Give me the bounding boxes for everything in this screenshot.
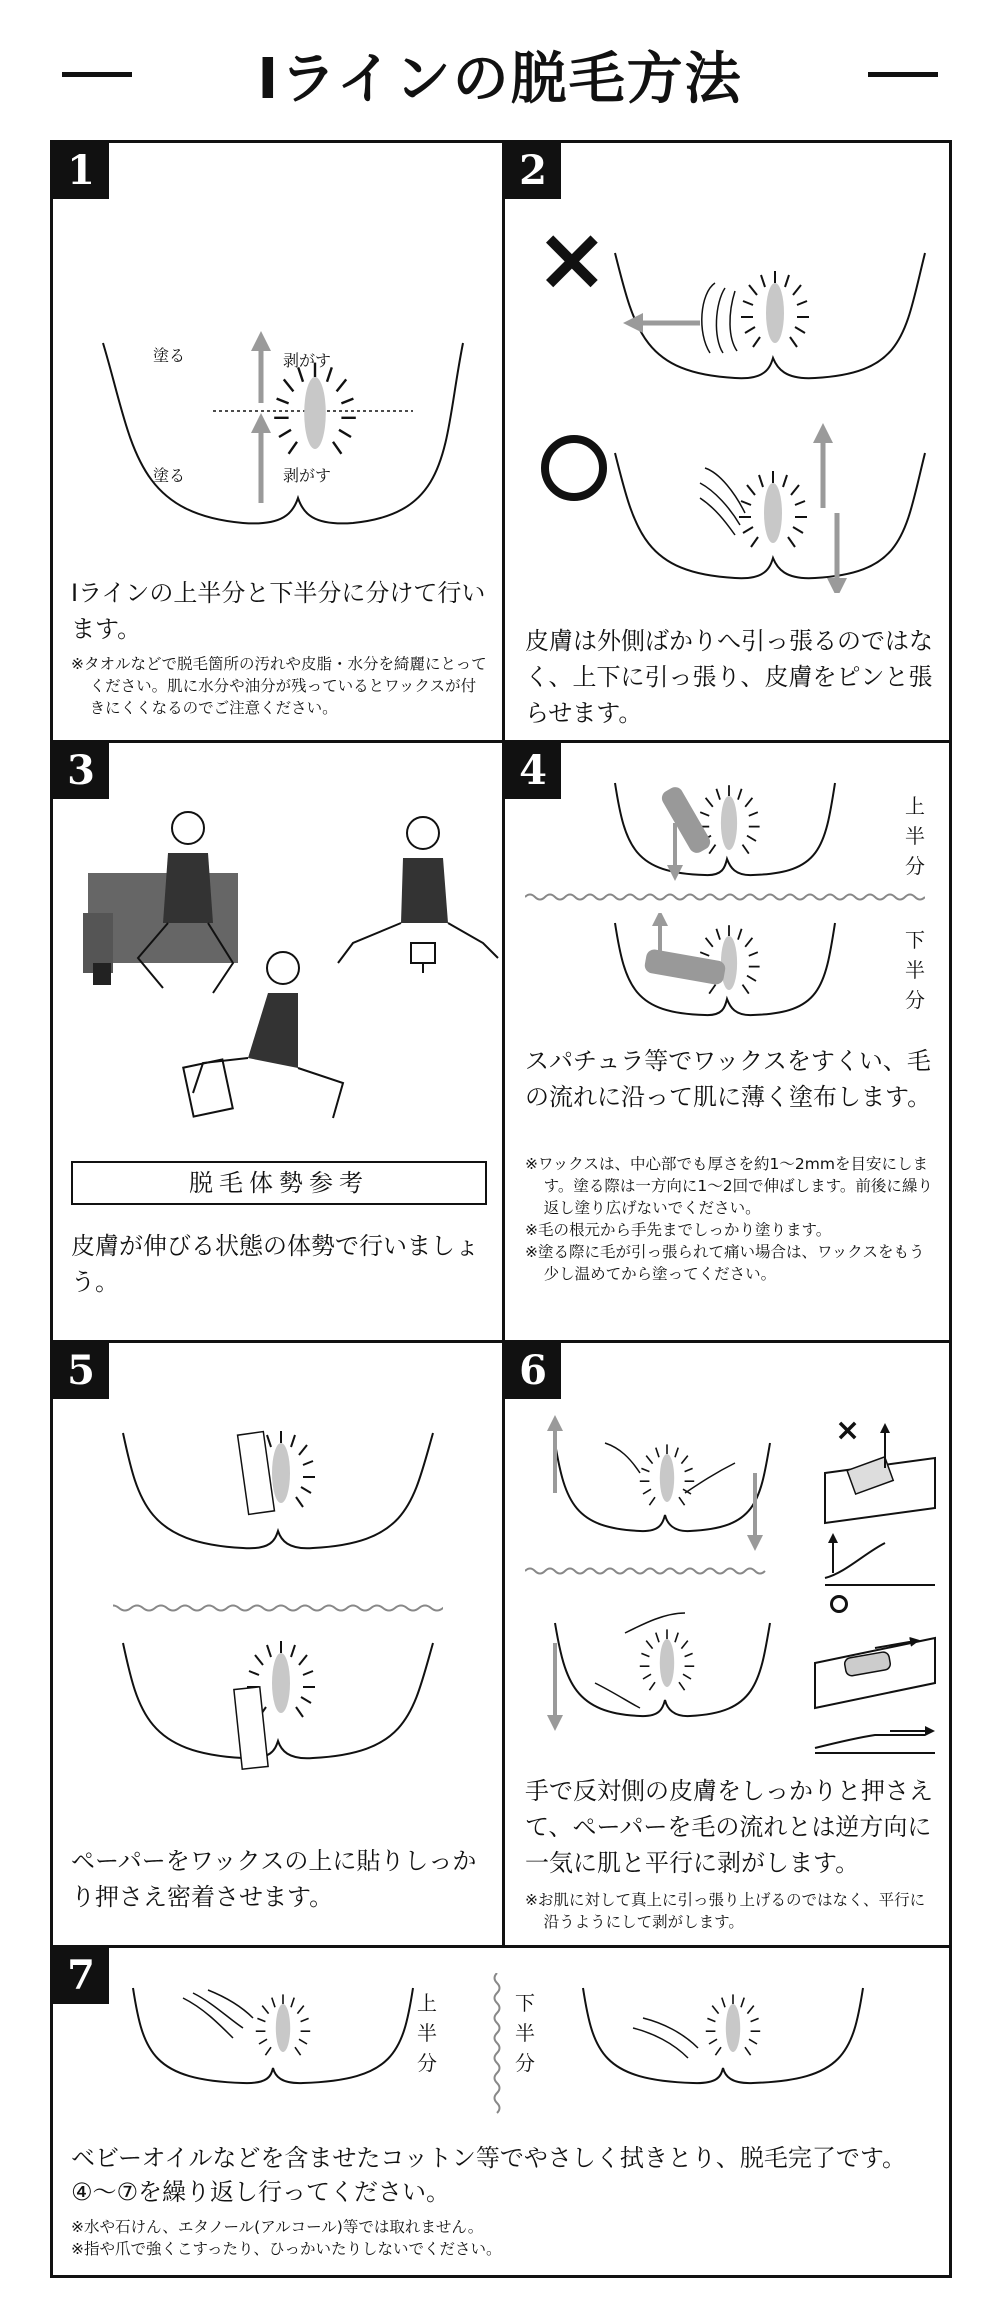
step-5 (53, 1343, 505, 1948)
step-number: 6 (505, 1343, 561, 1399)
step-5-text: ペーパーをワックスの上に貼りしっかり押さえ密着させます。 (71, 1847, 477, 1911)
wave-divider (525, 1565, 775, 1577)
step-7-notes: ※水や石けん、エタノール(アルコール)等では取れません。 ※指や爪で強くこすったり、ひっかいたりしないでください。 (71, 2218, 502, 2258)
title-dash-right (868, 72, 938, 77)
step-6-lower-illustration (535, 1593, 785, 1753)
step-7-text-2: ④～⑦を繰り返し行ってください。 (71, 2178, 451, 2206)
right-mark-circle (830, 1595, 848, 1613)
step-number: 4 (505, 743, 561, 799)
wave-divider (525, 891, 925, 903)
step-1 (53, 143, 505, 743)
step-6-upper-illustration (535, 1403, 785, 1563)
steps-grid (50, 140, 952, 2278)
step-4-notes: ※ワックスは、中心部でも厚さを約1～2mmを目安にします。塗る際は一方向に1～2回で伸ばします。前後に繰り返し塗り広げないでください。 ※毛の根元から手先までしっかり塗ります。 ※塗る際に毛が引っ張られて痛い場合は、ワックスをもう少し温めてから塗ってください。 (525, 1155, 933, 1283)
label-peel-top: 剥がす (283, 351, 332, 370)
step-3-illustration (83, 793, 503, 1173)
step-2-wrong-illustration (605, 243, 935, 393)
step-7 (53, 1948, 949, 2275)
right-mark-circle (541, 435, 607, 501)
vertical-wave-divider (491, 1973, 503, 2118)
upper-half-label: 上半分 (905, 794, 925, 878)
step-6-right-detail (805, 1613, 945, 1763)
step-7-text-1: ベビーオイルなどを含ませたコットン等でやさしく拭きとり、脱毛完了です。 (71, 2144, 906, 2172)
label-apply-bottom: 塗る (153, 466, 186, 485)
lower-half-label: 下半分 (905, 928, 925, 1012)
step-3-text: 皮膚が伸びる状態の体勢で行いましょう。 (71, 1232, 479, 1296)
step-1-text: Iラインの上半分と下半分に分けて行います。 (71, 579, 486, 643)
step-6-text: 手で反対側の皮膚をしっかりと押さえて、ペーパーを毛の流れとは逆方向に一気に肌と平行に剥がします。 (525, 1777, 933, 1877)
step-6 (505, 1343, 949, 1948)
step-1-note: ※タオルなどで脱毛箇所の汚れや皮脂・水分を綺麗にとってください。肌に水分や油分が残っているとワックスが付きにくくなるのでご注意ください。 (71, 655, 487, 717)
step-6-note: ※お肌に対して真上に引っ張り上げるのではなく、平行に沿うようにして剥がします。 (525, 1891, 926, 1931)
step-4 (505, 743, 949, 1343)
step-number: 3 (53, 743, 109, 799)
step-5-illustration (113, 1403, 443, 1803)
step-7-upper-illustration (113, 1968, 443, 2108)
step-number: 1 (53, 143, 109, 199)
step-2-text: 皮膚は外側ばかりへ引っ張るのではなく、上下に引っ張り、皮膚をピンと張らせます。 (525, 627, 933, 727)
step-4-lower-illustration (605, 913, 845, 1033)
step-3 (53, 743, 505, 1343)
step-7-lower-illustration (563, 1968, 893, 2108)
wrong-mark: × (835, 1413, 861, 1448)
posture-reference-label: 脱毛体勢参考 (71, 1161, 487, 1205)
step-6-wrong-detail (805, 1423, 945, 1593)
step-number: 2 (505, 143, 561, 199)
upper-half-label: 上半分 (417, 1991, 437, 2075)
step-2 (505, 143, 949, 743)
step-number: 5 (53, 1343, 109, 1399)
lower-half-label: 下半分 (515, 1991, 535, 2075)
step-4-text: スパチュラ等でワックスをすくい、毛の流れに沿って肌に薄く塗布します。 (525, 1047, 932, 1111)
wrong-mark: × (535, 207, 609, 310)
header (0, 0, 1000, 140)
step-2-right-illustration (605, 413, 935, 593)
page-title: Iラインの脱毛方法 (257, 47, 743, 112)
step-number: 7 (53, 1948, 109, 2004)
step-4-upper-illustration (605, 763, 845, 883)
label-peel-bottom: 剥がす (283, 466, 332, 485)
label-apply-top: 塗る (153, 346, 186, 365)
